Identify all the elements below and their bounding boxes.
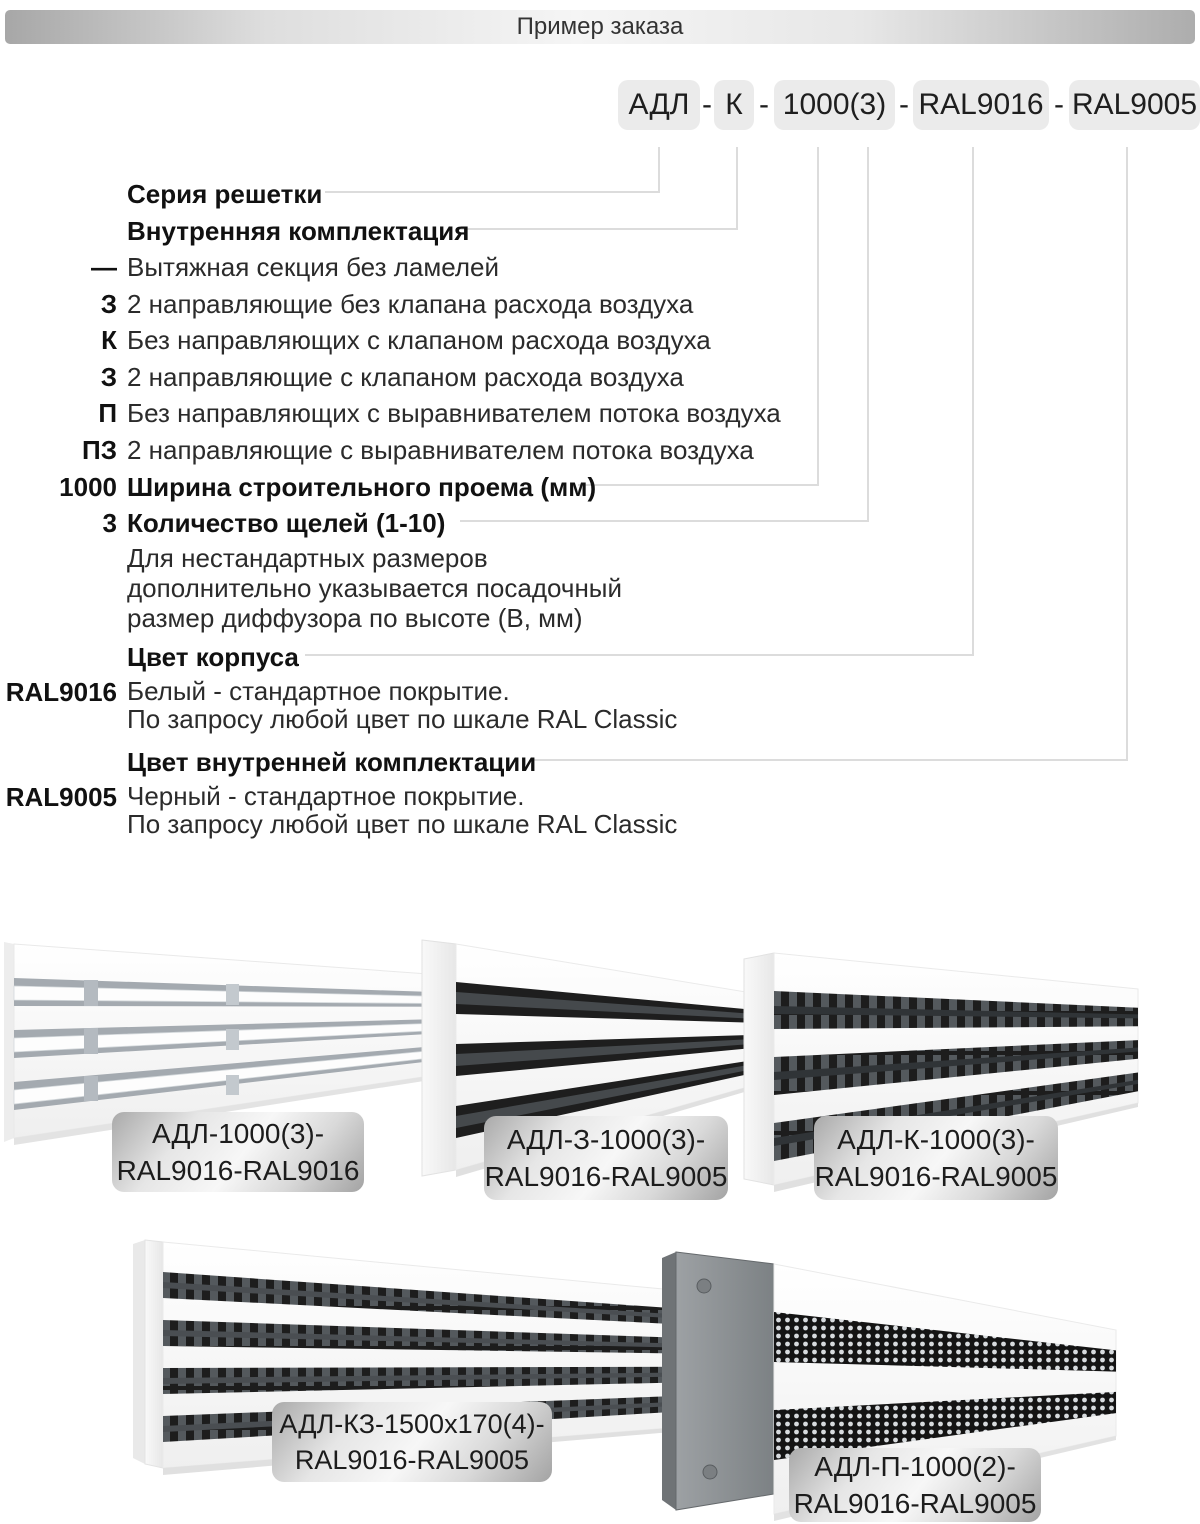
option-key: ПЗ [82,435,117,465]
option-key: П [98,398,117,428]
option-key: К [101,325,117,355]
option-text: Без направляющих с клапаном расхода воздуха [127,325,711,355]
legend-series-row [0,179,900,209]
order-code-separator: - [702,88,712,121]
option-text: Без направляющих с выравнивателем потока воздуха [127,398,781,428]
product-label: АДЛ-З-1000(3)- RAL9016-RAL9005 [484,1116,728,1200]
product-label: АДЛ-КЗ-1500х170(4)- RAL9016-RAL9005 [272,1402,552,1482]
product-label: АДЛ-П-1000(2)- RAL9016-RAL9005 [789,1448,1041,1522]
body-color-row [0,676,900,734]
option-key: З [100,289,117,319]
legend-config-label: Внутренняя комплектация [127,216,470,246]
body-color-text: Белый - стандартное покрытие. По запросу любой цвет по шкале RAL Classic [127,676,678,734]
inner-color-heading: Цвет внутренней комплектации [127,747,537,777]
config-option-row [0,398,900,428]
order-code-part-body-color: RAL9016 [913,80,1049,130]
inner-color-text: Черный - стандартное покрытие. По запросу любой цвет по шкале RAL Classic [127,781,678,839]
width-key: 1000 [59,472,117,502]
order-code-separator: - [1054,88,1064,121]
legend-series-label: Серия решетки [127,179,323,209]
option-text: 2 направляющие с выравнивателем потока воздуха [127,435,754,465]
slots-text: Количество щелей (1-10) [127,508,446,538]
body-color-key: RAL9016 [5,677,117,707]
nonstandard-size-note: Для нестандартных размеров дополнительно указывается посадочный размер диффузора по высоте (В, мм) [127,543,623,633]
screw [703,1465,717,1479]
legend-config-row [0,216,900,246]
order-code-part-size: 1000(3) [774,80,895,130]
order-code-separator: - [899,88,909,121]
slots-row [0,508,900,538]
config-option-row [0,289,900,319]
width-text: Ширина строительного проема (мм) [127,472,597,502]
option-text: Вытяжная секция без ламелей [127,252,499,282]
order-code-part-config: К [714,80,754,130]
config-option-row [0,435,900,465]
slots-key: 3 [102,508,117,538]
option-key: — [91,252,117,282]
mounting-bracket [662,1252,774,1510]
config-option-row [0,325,900,355]
order-code-separator: - [759,88,769,121]
inner-color-row [0,781,900,839]
product-label: АДЛ-К-1000(3)- RAL9016-RAL9005 [814,1116,1058,1200]
width-row [0,472,900,502]
order-code-part-series: АДЛ [618,80,700,130]
config-option-row [0,362,900,392]
option-key: З [100,362,117,392]
header-title: Пример заказа [516,13,684,40]
product-label: АДЛ-1000(3)- RAL9016-RAL9016 [112,1112,364,1192]
order-code-part-inner-color: RAL9005 [1069,80,1200,130]
option-text: 2 направляющие без клапана расхода воздуха [127,289,694,319]
config-option-row [0,252,900,282]
screw [697,1279,711,1293]
option-text: 2 направляющие с клапаном расхода воздуха [127,362,684,392]
inner-color-key: RAL9005 [5,782,117,812]
header-bar [5,10,1195,44]
body-color-heading: Цвет корпуса [127,642,299,672]
